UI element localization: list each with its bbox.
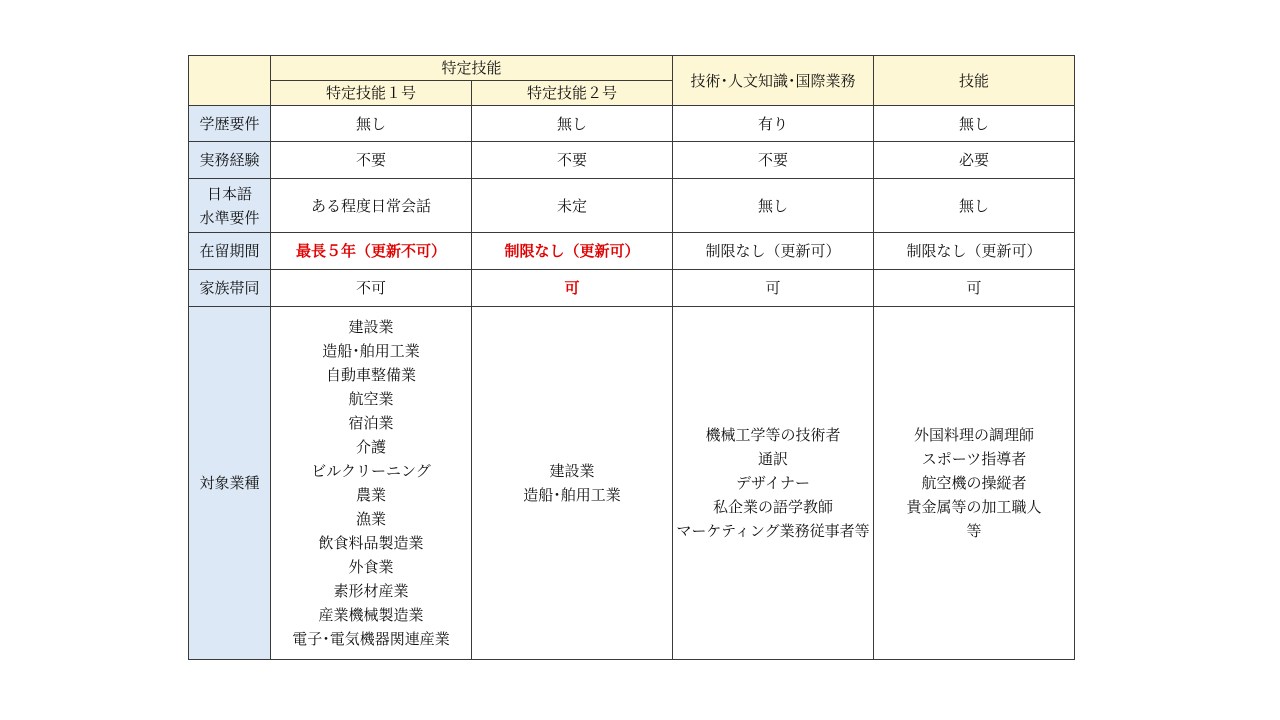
- list-item: 素形材産業: [333, 582, 409, 600]
- cell-highlight: 制限なし（更新可）: [472, 233, 673, 270]
- cell: 有り: [673, 106, 874, 142]
- row-label-line: 水準要件: [199, 208, 260, 227]
- list-item: 私企業の語学教師: [712, 498, 833, 516]
- list-item: 等: [966, 522, 982, 540]
- cell: 可: [874, 270, 1075, 307]
- cell: 不可: [271, 270, 472, 307]
- list-item: 飲食料品製造業: [318, 534, 424, 552]
- cell: 可: [673, 270, 874, 307]
- header-tokutei-1: 特定技能１号: [271, 81, 472, 106]
- cell: 無し: [874, 179, 1075, 233]
- list-item: 通訳: [757, 450, 788, 468]
- table-row: [189, 142, 1075, 179]
- cell: ある程度日常会話: [271, 179, 472, 233]
- list-item: 外食業: [348, 558, 394, 576]
- list-item: デザイナー: [736, 474, 810, 492]
- list-item: スポーツ指導者: [921, 450, 1027, 468]
- list-item: 電子･電気機器関連産業: [292, 630, 450, 648]
- row-label-stay: 在留期間: [189, 233, 271, 270]
- industry-list-3: [673, 307, 874, 660]
- header-ginou: 技能: [874, 56, 1075, 106]
- row-label-line: 日本語: [206, 184, 252, 203]
- row-label-experience: 実務経験: [189, 142, 271, 179]
- cell: 制限なし（更新可）: [673, 233, 874, 270]
- list-item: 宿泊業: [348, 414, 394, 432]
- row-label-education: 学歴要件: [189, 106, 271, 142]
- row-label-japanese: [189, 179, 271, 233]
- list-item: 介護: [355, 438, 386, 456]
- table-row: [189, 179, 1075, 233]
- cell-highlight: 可: [472, 270, 673, 307]
- list-item: 造船･舶用工業: [322, 342, 420, 360]
- table-row: [189, 307, 1075, 660]
- cell: 無し: [874, 106, 1075, 142]
- cell: 必要: [874, 142, 1075, 179]
- cell: 制限なし（更新可）: [874, 233, 1075, 270]
- industry-list-4: [874, 307, 1075, 660]
- header-group-tokutei: 特定技能: [271, 56, 673, 81]
- list-item: 航空機の操縦者: [921, 474, 1027, 492]
- industry-list-2: [472, 307, 673, 660]
- cell: 不要: [271, 142, 472, 179]
- list-item: 農業: [355, 486, 386, 504]
- list-item: 外国料理の調理師: [913, 426, 1034, 444]
- cell: 無し: [673, 179, 874, 233]
- industry-list-1: [271, 307, 472, 660]
- header-tokutei-2: 特定技能２号: [472, 81, 673, 106]
- visa-comparison-table: [188, 55, 1075, 660]
- table-row: [189, 270, 1075, 307]
- row-label-family: 家族帯同: [189, 270, 271, 307]
- row-label-industries: 対象業種: [189, 307, 271, 660]
- list-item: 産業機械製造業: [318, 606, 424, 624]
- table-row: [189, 106, 1075, 142]
- list-item: 漁業: [355, 510, 386, 528]
- cell-highlight: 最長５年（更新不可）: [271, 233, 472, 270]
- table-row: [189, 233, 1075, 270]
- cell: 無し: [472, 106, 673, 142]
- list-item: 機械工学等の技術者: [705, 426, 841, 444]
- list-item: 貴金属等の加工職人: [906, 498, 1042, 516]
- corner-cell: [189, 56, 271, 106]
- list-item: ビルクリーニング: [311, 462, 431, 480]
- list-item: 自動車整備業: [325, 366, 416, 384]
- header-gijinkoku: 技術･人文知識･国際業務: [673, 56, 874, 106]
- cell: 未定: [472, 179, 673, 233]
- list-item: 建設業: [348, 318, 394, 336]
- list-item: 建設業: [549, 462, 595, 480]
- cell: 不要: [472, 142, 673, 179]
- cell: 無し: [271, 106, 472, 142]
- list-item: マーケティング業務従事者等: [676, 522, 870, 540]
- list-item: 航空業: [348, 390, 394, 408]
- cell: 不要: [673, 142, 874, 179]
- list-item: 造船･舶用工業: [523, 486, 621, 504]
